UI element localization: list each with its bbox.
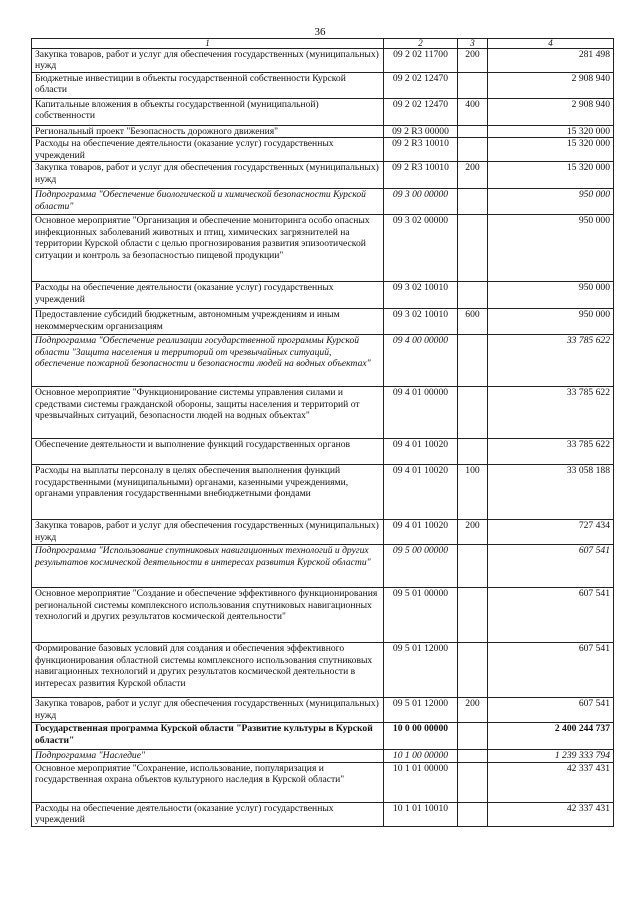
row-name: Подпрограмма "Наследие" <box>32 750 384 762</box>
row-code: 10 0 00 00000 <box>384 723 458 750</box>
table-row <box>32 439 614 465</box>
row-amount: 950 000 <box>488 189 614 215</box>
row-code: 09 5 01 12000 <box>384 698 458 723</box>
row-code: 09 2 02 11700 <box>384 49 458 73</box>
row-expense-type: 200 <box>458 49 488 73</box>
row-name: Расходы на обеспечение деятельности (оказание услуг) государственных учреждений <box>32 138 384 162</box>
row-expense-type: 400 <box>458 99 488 126</box>
row-code: 09 2 02 12470 <box>384 99 458 126</box>
row-code: 10 1 00 00000 <box>384 750 458 762</box>
budget-table <box>31 38 614 827</box>
row-amount: 607 541 <box>488 643 614 698</box>
row-amount: 15 320 000 <box>488 126 614 138</box>
row-name: Закупка товаров, работ и услуг для обеспечения государственных (муниципальных) нужд <box>32 520 384 545</box>
row-expense-type <box>458 73 488 99</box>
row-name: Капитальные вложения в объекты государственной (муниципальной) собственности <box>32 99 384 126</box>
row-name: Региональный проект "Безопасность дорожного движения" <box>32 126 384 138</box>
row-name: Основное мероприятие "Создание и обеспечение эффективного функционирования региональной системы комплексного использования спутниковых навигационных технологий и других результатов космической деятельности" <box>32 588 384 643</box>
row-code: 09 5 00 00000 <box>384 545 458 588</box>
row-expense-type <box>458 750 488 762</box>
row-expense-type <box>458 189 488 215</box>
row-code: 09 5 01 00000 <box>384 588 458 643</box>
header-col-4: 4 <box>488 39 614 49</box>
table-row <box>32 520 614 545</box>
row-code: 09 2 R3 00000 <box>384 126 458 138</box>
table-header-row <box>32 39 614 49</box>
row-code: 09 4 01 00000 <box>384 387 458 439</box>
row-name: Подпрограмма "Обеспечение реализации государственной программы Курской области "Защита населения и территорий от чрезвычайных ситуаций, обеспечение пожарной безопасности и безопасности людей на водных объектах" <box>32 335 384 387</box>
row-expense-type: 600 <box>458 309 488 335</box>
header-col-2: 2 <box>384 39 458 49</box>
budget-table-body <box>32 39 614 827</box>
table-row <box>32 588 614 643</box>
table-row <box>32 750 614 762</box>
row-amount: 950 000 <box>488 282 614 309</box>
row-amount: 42 337 431 <box>488 762 614 802</box>
row-code: 09 4 01 10020 <box>384 465 458 520</box>
row-expense-type: 200 <box>458 698 488 723</box>
row-expense-type: 200 <box>458 162 488 189</box>
row-code: 09 3 02 10010 <box>384 309 458 335</box>
row-expense-type <box>458 387 488 439</box>
row-code: 09 5 01 12000 <box>384 643 458 698</box>
header-col-1: 1 <box>32 39 384 49</box>
row-expense-type <box>458 215 488 282</box>
row-code: 09 3 00 00000 <box>384 189 458 215</box>
row-expense-type <box>458 545 488 588</box>
table-row <box>32 723 614 750</box>
row-name: Формирование базовых условий для создания и обеспечения эффективного функционирования областной системы комплексного использования спутниковых навигационных технологий и других результатов космической деятельности в интересах развития Курской области <box>32 643 384 698</box>
row-code: 09 3 02 10010 <box>384 282 458 309</box>
header-col-3: 3 <box>458 39 488 49</box>
row-amount: 1 239 333 794 <box>488 750 614 762</box>
row-code: 09 2 R3 10010 <box>384 162 458 189</box>
row-name: Основное мероприятие "Функционирование системы управления силами и средствами системы гражданской обороны, защиты населения и территорий от чрезвычайных ситуаций, безопасности людей на водных объектах" <box>32 387 384 439</box>
row-name: Бюджетные инвестиции в объекты государственной собственности Курской области <box>32 73 384 99</box>
table-row <box>32 99 614 126</box>
table-row <box>32 73 614 99</box>
row-name: Основное мероприятие "Организация и обеспечение мониторинга особо опасных инфекционных заболеваний животных и птиц, химических загрязнителей на территории Курской области с целью прогнозирования развития эпизоотической ситуации и контроль за безопасностью пищевой продукции" <box>32 215 384 282</box>
row-expense-type <box>458 138 488 162</box>
row-expense-type <box>458 643 488 698</box>
table-row <box>32 465 614 520</box>
table-row <box>32 215 614 282</box>
row-name: Обеспечение деятельности и выполнение функций государственных органов <box>32 439 384 465</box>
row-expense-type: 100 <box>458 465 488 520</box>
row-name: Расходы на обеспечение деятельности (оказание услуг) государственных учреждений <box>32 282 384 309</box>
row-code: 09 2 02 12470 <box>384 73 458 99</box>
row-expense-type <box>458 723 488 750</box>
table-row <box>32 138 614 162</box>
row-amount: 33 785 622 <box>488 439 614 465</box>
row-code: 09 4 00 00000 <box>384 335 458 387</box>
row-amount: 33 785 622 <box>488 335 614 387</box>
table-row <box>32 545 614 588</box>
row-expense-type: 200 <box>458 520 488 545</box>
row-amount: 2 400 244 737 <box>488 723 614 750</box>
row-expense-type <box>458 126 488 138</box>
row-amount: 607 541 <box>488 698 614 723</box>
table-row <box>32 282 614 309</box>
row-name: Основное мероприятие "Сохранение, использование, популяризация и государственная охрана объектов культурного наследия в Курской области" <box>32 762 384 802</box>
row-amount: 727 434 <box>488 520 614 545</box>
row-code: 09 3 02 00000 <box>384 215 458 282</box>
table-row <box>32 387 614 439</box>
table-row <box>32 698 614 723</box>
row-amount: 33 058 188 <box>488 465 614 520</box>
row-amount: 607 541 <box>488 588 614 643</box>
table-row <box>32 162 614 189</box>
table-row <box>32 126 614 138</box>
row-expense-type <box>458 335 488 387</box>
row-expense-type <box>458 762 488 802</box>
row-expense-type <box>458 802 488 826</box>
row-amount: 33 785 622 <box>488 387 614 439</box>
row-amount: 607 541 <box>488 545 614 588</box>
row-name: Государственная программа Курской области "Развитие культуры в Курской области" <box>32 723 384 750</box>
row-name: Закупка товаров, работ и услуг для обеспечения государственных (муниципальных) нужд <box>32 162 384 189</box>
row-code: 10 1 01 00000 <box>384 762 458 802</box>
row-name: Закупка товаров, работ и услуг для обеспечения государственных (муниципальных) нужд <box>32 698 384 723</box>
row-amount: 15 320 000 <box>488 138 614 162</box>
row-name: Подпрограмма "Обеспечение биологической и химической безопасности Курской области" <box>32 189 384 215</box>
table-row <box>32 335 614 387</box>
page-number: 36 <box>314 26 326 38</box>
table-row <box>32 309 614 335</box>
row-name: Расходы на обеспечение деятельности (оказание услуг) государственных учреждений <box>32 802 384 826</box>
row-amount: 950 000 <box>488 215 614 282</box>
table-row <box>32 643 614 698</box>
row-amount: 950 000 <box>488 309 614 335</box>
row-code: 09 4 01 10020 <box>384 520 458 545</box>
row-expense-type <box>458 282 488 309</box>
row-expense-type <box>458 588 488 643</box>
row-expense-type <box>458 439 488 465</box>
row-amount: 15 320 000 <box>488 162 614 189</box>
row-amount: 42 337 431 <box>488 802 614 826</box>
table-row <box>32 802 614 826</box>
row-code: 09 2 R3 10010 <box>384 138 458 162</box>
row-amount: 2 908 940 <box>488 73 614 99</box>
row-name: Предоставление субсидий бюджетным, автономным учреждениям и иным некоммерческим организациям <box>32 309 384 335</box>
row-amount: 281 498 <box>488 49 614 73</box>
table-row <box>32 49 614 73</box>
row-name: Закупка товаров, работ и услуг для обеспечения государственных (муниципальных) нужд <box>32 49 384 73</box>
row-name: Расходы на выплаты персоналу в целях обеспечения выполнения функций государственными (муниципальными) органами, казенными учреждениями, органами управления государственными внебюджетными фондами <box>32 465 384 520</box>
row-code: 09 4 01 10020 <box>384 439 458 465</box>
table-row <box>32 762 614 802</box>
row-amount: 2 908 940 <box>488 99 614 126</box>
table-row <box>32 189 614 215</box>
row-name: Подпрограмма "Использование спутниковых навигационных технологий и других результатов космической деятельности в интересах развития Курской области" <box>32 545 384 588</box>
row-code: 10 1 01 10010 <box>384 802 458 826</box>
